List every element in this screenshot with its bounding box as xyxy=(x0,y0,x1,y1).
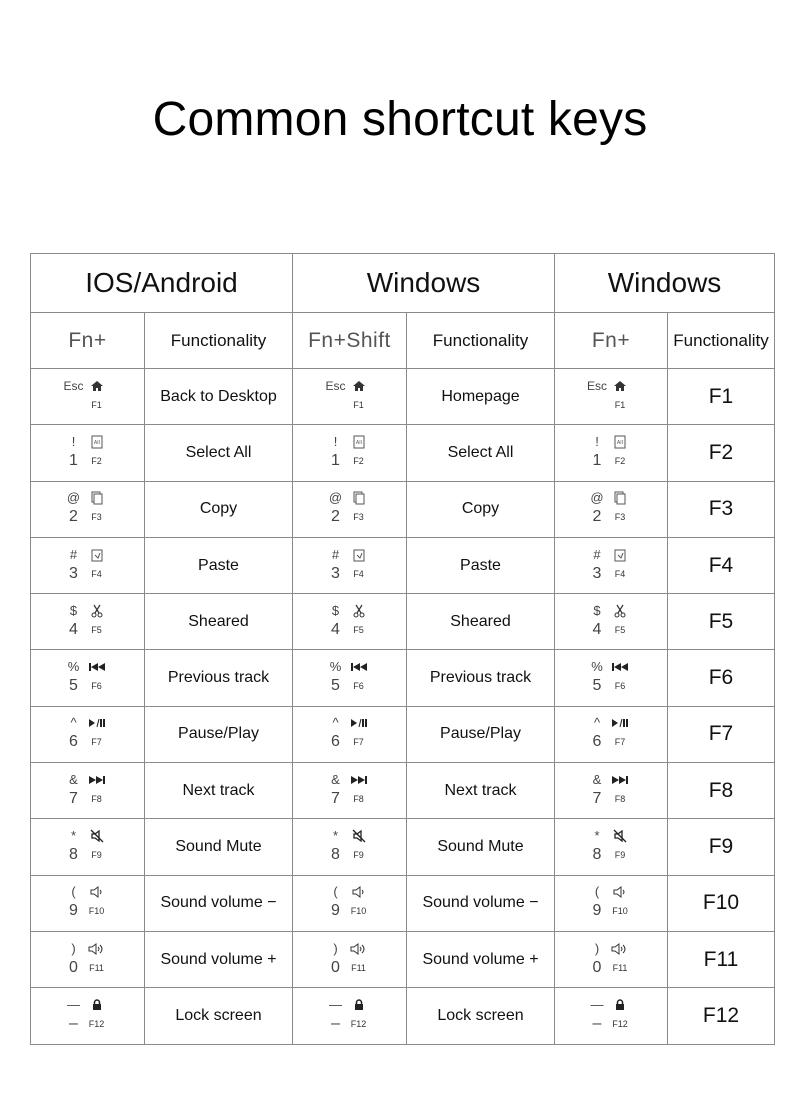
key-glyph xyxy=(581,658,641,698)
key-top-symbol: ^ xyxy=(332,715,339,731)
key-glyph xyxy=(581,940,641,980)
windows-shift-key-cell xyxy=(293,537,407,593)
table-row xyxy=(31,875,775,931)
ios-functionality: Lock screen xyxy=(145,988,293,1044)
key-bottom-symbol: 5 xyxy=(331,677,340,695)
key-function-label: F12 xyxy=(350,1018,367,1029)
ios-functionality: Back to Desktop xyxy=(145,369,293,425)
volume-down-icon xyxy=(350,885,368,899)
ios-functionality: Paste xyxy=(145,537,293,593)
header-windows-fn: Windows xyxy=(555,254,775,313)
key-glyph xyxy=(320,489,380,529)
key-top-symbol: Esc xyxy=(63,378,84,393)
windows-functionality: Next track xyxy=(407,763,555,819)
key-glyph xyxy=(581,602,641,642)
table-row xyxy=(31,537,775,593)
key-bottom-symbol: 7 xyxy=(331,789,340,807)
key-top-symbol: Esc xyxy=(587,378,608,393)
subheader-functionality-windows: Functionality xyxy=(407,313,555,369)
table-row xyxy=(31,931,775,987)
key-top-symbol: ( xyxy=(594,884,600,900)
key-top-symbol: ^ xyxy=(593,715,601,731)
key-top-symbol: ) xyxy=(594,940,600,956)
paste-icon xyxy=(88,548,106,562)
ios-key-cell xyxy=(31,763,145,819)
key-bottom-symbol: 9 xyxy=(69,902,78,920)
key-function-label: F10 xyxy=(612,906,628,917)
windows-functionality: Sound Mute xyxy=(407,819,555,875)
ios-key-cell xyxy=(31,481,145,537)
key-glyph xyxy=(320,996,380,1036)
windows-shift-key-cell xyxy=(293,763,407,819)
key-function-label: F3 xyxy=(353,512,364,523)
table-row xyxy=(31,819,775,875)
key-glyph xyxy=(581,489,641,529)
key-function-label: F4 xyxy=(614,568,626,579)
key-function-label: F8 xyxy=(614,793,626,804)
scissors-icon xyxy=(88,604,106,618)
table-row xyxy=(31,650,775,706)
windows-shift-key-cell xyxy=(293,819,407,875)
ios-key-cell xyxy=(31,988,145,1044)
windows-functionality: Select All xyxy=(407,425,555,481)
key-glyph xyxy=(581,883,641,923)
table-row xyxy=(31,594,775,650)
table-row xyxy=(31,425,775,481)
key-glyph xyxy=(58,714,118,754)
key-top-symbol: ( xyxy=(71,884,76,900)
key-top-symbol: * xyxy=(332,828,339,844)
ios-functionality: Sound Mute xyxy=(145,819,293,875)
windows-fn-key-cell xyxy=(555,875,668,931)
windows-shift-key-cell xyxy=(293,706,407,762)
ios-key-cell xyxy=(31,875,145,931)
ios-functionality: Copy xyxy=(145,481,293,537)
windows-functionality: Pause/Play xyxy=(407,706,555,762)
key-glyph xyxy=(320,377,380,417)
key-bottom-symbol: 1 xyxy=(331,451,340,469)
table-row xyxy=(31,706,775,762)
volume-down-icon xyxy=(88,885,106,899)
key-bottom-symbol: 3 xyxy=(592,564,602,582)
ios-functionality: Sound volume − xyxy=(145,875,293,931)
key-bottom-symbol: 0 xyxy=(592,958,602,976)
key-top-symbol: ! xyxy=(595,433,599,449)
windows-functionality: Homepage xyxy=(407,369,555,425)
key-function-label: F8 xyxy=(91,793,102,804)
key-glyph xyxy=(581,546,641,586)
key-glyph xyxy=(581,827,641,867)
key-top-symbol: $ xyxy=(593,602,601,618)
key-bottom-symbol: 8 xyxy=(69,846,78,864)
function-key-label: F1 xyxy=(668,369,775,425)
key-glyph xyxy=(58,658,118,698)
key-glyph xyxy=(320,771,380,811)
key-bottom-symbol: – xyxy=(592,1014,602,1032)
previous-track-icon xyxy=(611,660,629,674)
ios-key-cell xyxy=(31,594,145,650)
key-bottom-symbol: 4 xyxy=(69,620,78,638)
key-function-label: F7 xyxy=(614,737,626,748)
key-top-symbol: # xyxy=(331,546,340,562)
key-glyph xyxy=(58,546,118,586)
key-function-label: F4 xyxy=(353,568,364,579)
windows-fn-key-cell xyxy=(555,425,668,481)
key-glyph xyxy=(320,714,380,754)
ios-key-cell xyxy=(31,369,145,425)
key-top-symbol: @ xyxy=(590,490,604,506)
play-pause-icon xyxy=(611,716,629,730)
key-function-label: F5 xyxy=(91,624,102,635)
windows-fn-key-cell xyxy=(555,988,668,1044)
ios-key-cell xyxy=(31,706,145,762)
key-bottom-symbol: 1 xyxy=(69,451,78,469)
key-top-symbol: Esc xyxy=(325,378,346,393)
key-glyph xyxy=(58,883,118,923)
lock-icon xyxy=(88,998,106,1012)
ios-functionality: Select All xyxy=(145,425,293,481)
header-windows-fn-shift: Windows xyxy=(293,254,555,313)
scissors-icon xyxy=(611,604,629,618)
windows-functionality: Sound volume − xyxy=(407,875,555,931)
svg-text:All: All xyxy=(616,439,624,446)
key-top-symbol: ( xyxy=(333,884,338,900)
key-glyph xyxy=(58,771,118,811)
key-bottom-symbol: 6 xyxy=(592,733,602,751)
paste-icon xyxy=(611,548,629,562)
key-bottom-symbol: 9 xyxy=(592,902,602,920)
table-row xyxy=(31,763,775,819)
subheader-fn-windows: Fn+ xyxy=(555,313,668,369)
key-top-symbol: % xyxy=(591,659,603,675)
key-top-symbol: @ xyxy=(328,490,343,506)
key-top-symbol: ! xyxy=(71,433,76,449)
key-bottom-symbol: 5 xyxy=(69,677,78,695)
subheader-fn-shift-windows: Fn+Shift xyxy=(293,313,407,369)
ios-functionality: Previous track xyxy=(145,650,293,706)
key-glyph xyxy=(320,602,380,642)
key-top-symbol: $ xyxy=(69,602,78,618)
key-bottom-symbol: 2 xyxy=(69,508,78,526)
key-top-symbol: % xyxy=(329,659,342,675)
key-top-symbol: # xyxy=(593,546,601,562)
key-function-label: F9 xyxy=(91,850,102,861)
previous-track-icon xyxy=(88,660,106,674)
mute-icon xyxy=(88,829,106,843)
function-key-label: F9 xyxy=(668,819,775,875)
key-bottom-symbol: 8 xyxy=(592,846,602,864)
windows-shift-key-cell xyxy=(293,875,407,931)
function-key-label: F5 xyxy=(668,594,775,650)
key-top-symbol: — xyxy=(67,996,80,1012)
key-top-symbol: @ xyxy=(66,490,81,506)
windows-fn-key-cell xyxy=(555,537,668,593)
copy-icon xyxy=(88,491,106,505)
key-top-symbol: * xyxy=(594,828,600,844)
play-pause-icon xyxy=(88,716,106,730)
home-icon xyxy=(350,379,368,393)
key-glyph xyxy=(320,940,380,980)
key-bottom-symbol: – xyxy=(331,1014,340,1032)
subheader-functionality-ios: Functionality xyxy=(145,313,293,369)
next-track-icon xyxy=(350,773,368,787)
key-function-label: F3 xyxy=(91,512,102,523)
key-bottom-symbol: 3 xyxy=(331,564,340,582)
previous-track-icon xyxy=(350,660,368,674)
key-function-label: F1 xyxy=(353,399,364,410)
key-bottom-symbol: 4 xyxy=(592,620,602,638)
function-key-label: F11 xyxy=(668,931,775,987)
volume-up-icon xyxy=(611,942,629,956)
key-top-symbol: ! xyxy=(333,433,338,449)
function-key-label: F10 xyxy=(668,875,775,931)
volume-up-icon xyxy=(350,942,368,956)
table-row xyxy=(31,988,775,1044)
key-function-label: F6 xyxy=(91,681,102,692)
play-pause-icon xyxy=(350,716,368,730)
key-glyph xyxy=(581,996,641,1036)
key-function-label: F2 xyxy=(614,455,626,466)
select-all-icon xyxy=(611,435,629,449)
header-row xyxy=(31,254,775,313)
windows-fn-key-cell xyxy=(555,706,668,762)
key-function-label: F12 xyxy=(612,1018,628,1029)
key-glyph xyxy=(320,883,380,923)
key-function-label: F12 xyxy=(88,1018,105,1029)
shortcut-table xyxy=(30,253,775,1045)
key-top-symbol: # xyxy=(69,546,78,562)
table-row xyxy=(31,481,775,537)
key-bottom-symbol: 3 xyxy=(69,564,78,582)
key-function-label: F6 xyxy=(614,681,626,692)
key-top-symbol: & xyxy=(592,771,602,787)
key-function-label: F4 xyxy=(91,568,102,579)
key-function-label: F9 xyxy=(614,850,626,861)
volume-down-icon xyxy=(611,885,629,899)
key-bottom-symbol: 7 xyxy=(592,789,602,807)
key-function-label: F10 xyxy=(88,906,105,917)
function-key-label: F3 xyxy=(668,481,775,537)
key-function-label: F3 xyxy=(614,512,626,523)
copy-icon xyxy=(350,491,368,505)
key-glyph xyxy=(581,771,641,811)
key-bottom-symbol: 0 xyxy=(331,958,340,976)
next-track-icon xyxy=(611,773,629,787)
ios-key-cell xyxy=(31,537,145,593)
ios-functionality: Sheared xyxy=(145,594,293,650)
key-top-symbol: ) xyxy=(333,940,338,956)
windows-functionality: Sound volume + xyxy=(407,931,555,987)
function-key-label: F4 xyxy=(668,537,775,593)
windows-functionality: Previous track xyxy=(407,650,555,706)
key-function-label: F2 xyxy=(91,455,102,466)
key-glyph xyxy=(58,602,118,642)
windows-fn-key-cell xyxy=(555,763,668,819)
page-title: Common shortcut keys xyxy=(152,93,648,146)
key-function-label: F5 xyxy=(614,624,626,635)
function-key-label: F6 xyxy=(668,650,775,706)
key-glyph xyxy=(320,546,380,586)
function-key-label: F2 xyxy=(668,425,775,481)
key-glyph xyxy=(58,433,118,473)
key-top-symbol: % xyxy=(67,659,80,675)
subheader-fn-ios: Fn+ xyxy=(31,313,145,369)
lock-icon xyxy=(611,998,629,1012)
key-function-label: F11 xyxy=(89,962,104,973)
key-top-symbol: & xyxy=(69,771,78,787)
key-bottom-symbol: 6 xyxy=(69,733,78,751)
windows-shift-key-cell xyxy=(293,481,407,537)
windows-functionality: Sheared xyxy=(407,594,555,650)
ios-key-cell xyxy=(31,931,145,987)
key-bottom-symbol: 1 xyxy=(592,451,602,469)
key-bottom-symbol: – xyxy=(69,1014,78,1032)
key-function-label: F10 xyxy=(350,906,367,917)
key-function-label: F6 xyxy=(353,681,364,692)
key-glyph xyxy=(58,489,118,529)
ios-functionality: Sound volume + xyxy=(145,931,293,987)
select-all-icon xyxy=(350,435,368,449)
table-row xyxy=(31,369,775,425)
subheader-row xyxy=(31,313,775,369)
key-top-symbol: ^ xyxy=(70,715,77,731)
key-top-symbol: $ xyxy=(331,602,340,618)
key-glyph xyxy=(320,433,380,473)
windows-shift-key-cell xyxy=(293,988,407,1044)
volume-up-icon xyxy=(88,942,106,956)
key-glyph xyxy=(581,433,641,473)
home-icon xyxy=(611,379,629,393)
key-top-symbol: * xyxy=(70,828,77,844)
key-function-label: F7 xyxy=(353,737,364,748)
key-glyph xyxy=(58,940,118,980)
key-glyph xyxy=(581,377,641,417)
mute-icon xyxy=(611,829,629,843)
paste-icon xyxy=(350,548,368,562)
key-function-label: F7 xyxy=(91,737,102,748)
key-top-symbol: — xyxy=(329,996,342,1012)
subheader-functionality-fkeys: Functionality xyxy=(668,313,775,369)
windows-shift-key-cell xyxy=(293,594,407,650)
windows-fn-key-cell xyxy=(555,650,668,706)
lock-icon xyxy=(350,998,368,1012)
key-function-label: F9 xyxy=(353,850,364,861)
key-glyph xyxy=(58,996,118,1036)
key-bottom-symbol: 4 xyxy=(331,620,340,638)
key-function-label: F5 xyxy=(353,624,364,635)
key-function-label: F1 xyxy=(91,399,102,410)
windows-functionality: Paste xyxy=(407,537,555,593)
key-bottom-symbol: 0 xyxy=(69,958,78,976)
windows-shift-key-cell xyxy=(293,425,407,481)
scissors-icon xyxy=(350,604,368,618)
windows-shift-key-cell xyxy=(293,650,407,706)
ios-key-cell xyxy=(31,650,145,706)
windows-fn-key-cell xyxy=(555,819,668,875)
windows-shift-key-cell xyxy=(293,931,407,987)
windows-fn-key-cell xyxy=(555,931,668,987)
windows-shift-key-cell xyxy=(293,369,407,425)
key-glyph xyxy=(58,827,118,867)
key-glyph xyxy=(320,658,380,698)
windows-functionality: Copy xyxy=(407,481,555,537)
ios-key-cell xyxy=(31,425,145,481)
key-bottom-symbol: 8 xyxy=(331,846,340,864)
key-bottom-symbol: 6 xyxy=(331,733,340,751)
key-function-label: F2 xyxy=(353,455,364,466)
function-key-label: F12 xyxy=(668,988,775,1044)
function-key-label: F8 xyxy=(668,763,775,819)
copy-icon xyxy=(611,491,629,505)
ios-functionality: Next track xyxy=(145,763,293,819)
key-bottom-symbol: 9 xyxy=(331,902,340,920)
key-top-symbol: & xyxy=(331,771,340,787)
ios-functionality: Pause/Play xyxy=(145,706,293,762)
function-key-label: F7 xyxy=(668,706,775,762)
key-function-label: F11 xyxy=(351,962,366,973)
select-all-icon xyxy=(88,435,106,449)
mute-icon xyxy=(350,829,368,843)
home-icon xyxy=(88,379,106,393)
windows-functionality: Lock screen xyxy=(407,988,555,1044)
header-ios-android: IOS/Android xyxy=(31,254,293,313)
ios-key-cell xyxy=(31,819,145,875)
svg-text:All: All xyxy=(355,439,362,446)
key-bottom-symbol: 7 xyxy=(69,789,78,807)
key-function-label: F11 xyxy=(612,962,628,973)
key-bottom-symbol: 5 xyxy=(592,677,602,695)
key-bottom-symbol: 2 xyxy=(331,508,340,526)
key-glyph xyxy=(320,827,380,867)
svg-text:All: All xyxy=(93,439,100,446)
windows-fn-key-cell xyxy=(555,594,668,650)
windows-fn-key-cell xyxy=(555,369,668,425)
key-glyph xyxy=(581,714,641,754)
key-function-label: F1 xyxy=(614,399,626,410)
windows-fn-key-cell xyxy=(555,481,668,537)
key-top-symbol: ) xyxy=(71,940,76,956)
key-function-label: F8 xyxy=(353,793,364,804)
key-top-symbol: — xyxy=(590,996,604,1012)
key-bottom-symbol: 2 xyxy=(592,508,602,526)
key-glyph xyxy=(58,377,118,417)
next-track-icon xyxy=(88,773,106,787)
